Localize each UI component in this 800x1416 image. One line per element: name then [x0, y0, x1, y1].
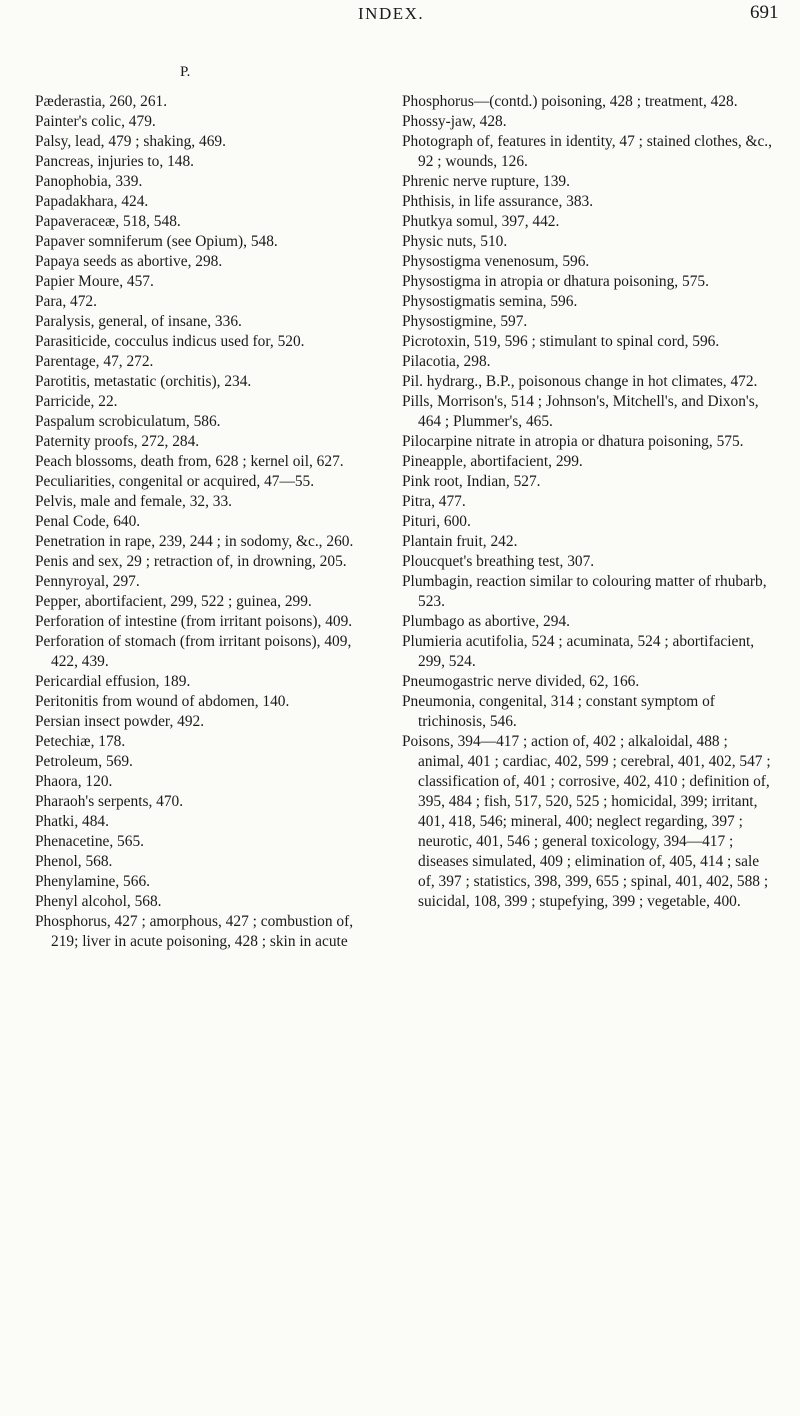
index-entry: Phenylamine, 566. — [35, 873, 150, 890]
index-entry: Pericardial effusion, 189. — [35, 673, 191, 690]
index-entry: Pil. hydrarg., B.P., poisonous change in hot climates, 472. — [402, 373, 758, 390]
index-entry: Phenyl alcohol, 568. — [35, 893, 162, 910]
index-entry: Plantain fruit, 242. — [402, 533, 518, 550]
section-letter: P. — [180, 64, 191, 80]
index-entry: Peculiarities, congenital or acquired, 47—55. — [35, 473, 315, 490]
index-entry: Papaver somniferum (see Opium), 548. — [35, 233, 278, 250]
index-entry: Petechiæ, 178. — [35, 733, 126, 750]
index-entry: Physic nuts, 510. — [402, 233, 508, 250]
index-entry: Papadakhara, 424. — [35, 193, 149, 210]
index-column-right — [402, 92, 774, 912]
index-entry: Physostigmatis semina, 596. — [402, 293, 578, 310]
index-entry: Para, 472. — [35, 293, 97, 310]
index-entry: Petroleum, 569. — [35, 753, 133, 770]
index-entry: Physostigmine, 597. — [402, 313, 528, 330]
index-entry: Phosphorus—(contd.) poisoning, 428 ; treatment, 428. — [402, 93, 738, 110]
index-entry: Phenacetine, 565. — [35, 833, 144, 850]
index-entry: Pineapple, abortifacient, 299. — [402, 453, 583, 470]
index-entry: Physostigma venenosum, 596. — [402, 253, 590, 270]
index-entry: Pæderastia, 260, 261. — [35, 93, 168, 110]
index-entry: Papaya seeds as abortive, 298. — [35, 253, 223, 270]
index-entry: Paternity proofs, 272, 284. — [35, 433, 200, 450]
index-entry: Phutkya somul, 397, 442. — [402, 213, 560, 230]
index-entry: Phthisis, in life assurance, 383. — [402, 193, 594, 210]
index-entry: Poisons, 394—417 ; action of, 402 ; alkaloidal, 488 ; animal, 401 ; cardiac, 402, 599 ; cerebral, 401, 402, 547 ; classification of, 401 ; corrosive, 402, 410 ; definition of, 395, 484 ; fish, 517, 520, 525 ; homicidal, 399; irritant, 401, 418, 546; mineral, 400; neglect regarding, 397 ; neurotic, 401, 546 ; general toxicology, 394—417 ; diseases simulated, 409 ; elimination of, 405, 414 ; sale of, 397 ; statistics, 398, 399, 655 ; spinal, 401, 402, 588 ; suicidal, 108, 399 ; stupefying, 399 ; vegetable, 400. — [402, 733, 771, 910]
index-entry: Perforation of stomach (from irritant poisons), 409, 422, 439. — [35, 633, 352, 670]
index-entry: Photograph of, features in identity, 47 ; stained clothes, &c., 92 ; wounds, 126. — [402, 133, 773, 170]
index-entry: Pilocarpine nitrate in atropia or dhatura poisoning, 575. — [402, 433, 744, 450]
index-column-left — [35, 92, 375, 952]
index-entry: Penal Code, 640. — [35, 513, 141, 530]
index-entry: Pills, Morrison's, 514 ; Johnson's, Mitchell's, and Dixon's, 464 ; Plummer's, 465. — [402, 393, 759, 430]
index-entry: Pilacotia, 298. — [402, 353, 491, 370]
index-entry: Parotitis, metastatic (orchitis), 234. — [35, 373, 252, 390]
index-entry: Phatki, 484. — [35, 813, 109, 830]
index-entry: Palsy, lead, 479 ; shaking, 469. — [35, 133, 226, 150]
index-entry: Paspalum scrobiculatum, 586. — [35, 413, 221, 430]
index-entry: Phaora, 120. — [35, 773, 113, 790]
index-entry: Perforation of intestine (from irritant poisons), 409. — [35, 613, 353, 630]
index-entry: Plumbagin, reaction similar to colouring matter of rhubarb, 523. — [402, 573, 767, 610]
index-entry: Plumieria acutifolia, 524 ; acuminata, 524 ; abortifacient, 299, 524. — [402, 633, 755, 670]
index-entry: Penis and sex, 29 ; retraction of, in drowning, 205. — [35, 553, 347, 570]
index-entry: Ploucquet's breathing test, 307. — [402, 553, 595, 570]
index-entry: Pharaoh's serpents, 470. — [35, 793, 184, 810]
index-entry: Pneumogastric nerve divided, 62, 166. — [402, 673, 640, 690]
index-entry: Penetration in rape, 239, 244 ; in sodomy, &c., 260. — [35, 533, 354, 550]
index-entry: Paralysis, general, of insane, 336. — [35, 313, 242, 330]
index-entry: Picrotoxin, 519, 596 ; stimulant to spinal cord, 596. — [402, 333, 720, 350]
index-entry: Pneumonia, congenital, 314 ; constant symptom of trichinosis, 546. — [402, 693, 715, 730]
index-entry: Painter's colic, 479. — [35, 113, 156, 130]
index-entry: Plumbago as abortive, 294. — [402, 613, 570, 630]
index-entry: Persian insect powder, 492. — [35, 713, 205, 730]
index-entry: Parricide, 22. — [35, 393, 118, 410]
index-entry: Parentage, 47, 272. — [35, 353, 154, 370]
index-entry: Phossy-jaw, 428. — [402, 113, 507, 130]
header-title: INDEX. — [358, 4, 425, 23]
index-entry: Parasiticide, cocculus indicus used for, 520. — [35, 333, 305, 350]
index-entry: Papaveraceæ, 518, 548. — [35, 213, 181, 230]
index-entry: Pitra, 477. — [402, 493, 466, 510]
index-entry: Pituri, 600. — [402, 513, 471, 530]
index-entry: Physostigma in atropia or dhatura poisoning, 575. — [402, 273, 709, 290]
index-entry: Papier Moure, 457. — [35, 273, 154, 290]
index-entry: Pelvis, male and female, 32, 33. — [35, 493, 233, 510]
index-entry: Pennyroyal, 297. — [35, 573, 140, 590]
index-entry: Phosphorus, 427 ; amorphous, 427 ; combustion of, 219; liver in acute poisoning, 428 ; skin in acute — [35, 913, 354, 950]
index-entry: Panophobia, 339. — [35, 173, 143, 190]
page-number: 691 — [750, 2, 779, 23]
index-entry: Phrenic nerve rupture, 139. — [402, 173, 570, 190]
index-entry: Pink root, Indian, 527. — [402, 473, 541, 490]
index-entry: Peritonitis from wound of abdomen, 140. — [35, 693, 290, 710]
index-entry: Pancreas, injuries to, 148. — [35, 153, 195, 170]
index-entry: Pepper, abortifacient, 299, 522 ; guinea, 299. — [35, 593, 312, 610]
index-entry: Peach blossoms, death from, 628 ; kernel oil, 627. — [35, 453, 344, 470]
index-entry: Phenol, 568. — [35, 853, 113, 870]
